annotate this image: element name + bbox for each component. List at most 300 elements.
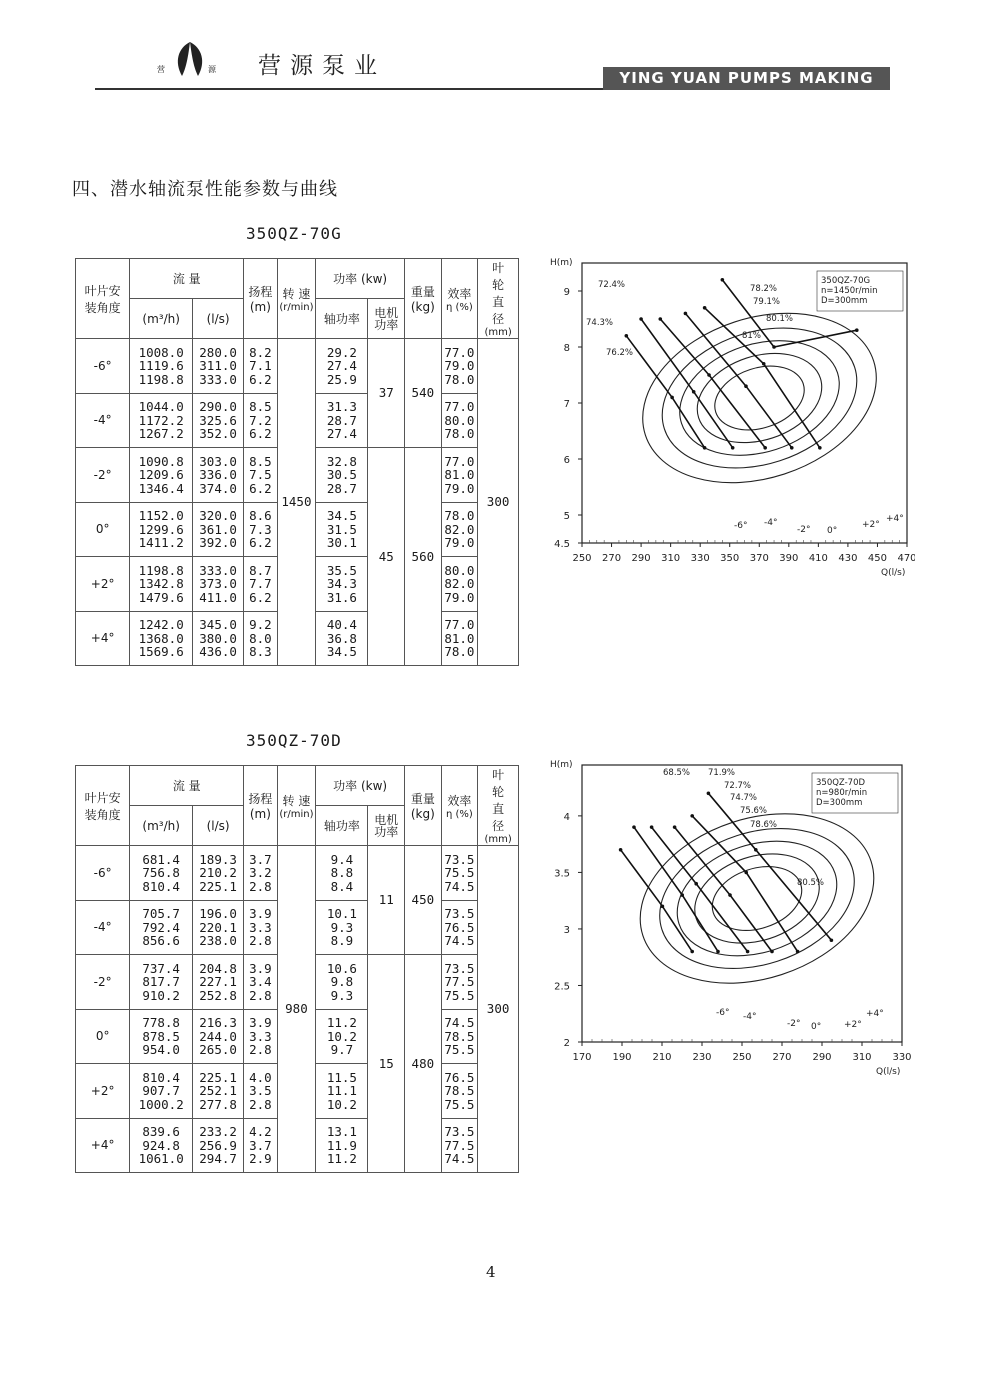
speed-cell: 1450	[277, 339, 316, 666]
efficiency-label: 71.9%	[708, 768, 736, 778]
angle-cell: -4°	[76, 900, 130, 955]
value: 31.3	[326, 399, 357, 414]
value: 36.8	[326, 630, 357, 646]
info-line: D=300mm	[821, 296, 868, 306]
value: 244.0	[199, 1028, 237, 1044]
value: 1198.8	[138, 371, 184, 387]
data-point	[728, 893, 732, 897]
efficiency-label: 76.2%	[606, 348, 634, 358]
value: 9.8	[330, 974, 354, 989]
flow-ls-cell	[192, 846, 243, 901]
data-point	[670, 396, 674, 400]
value: 8.7	[249, 562, 272, 578]
efficiency-contour	[621, 285, 899, 511]
header-impeller	[478, 259, 519, 339]
value: 32.8	[326, 453, 357, 469]
value: 80.0	[444, 412, 475, 428]
data-point	[694, 882, 698, 886]
flow-m3h-cell	[130, 502, 193, 557]
efficiency-contour	[641, 805, 872, 992]
flow-m3h-cell	[130, 339, 193, 394]
value: 75.5	[444, 1096, 475, 1112]
flow-m3h-cell	[130, 955, 193, 1010]
header-impeller-unit: (mm)	[484, 834, 512, 845]
value: 1342.8	[138, 576, 184, 591]
value: 1368.0	[138, 630, 184, 646]
value: 277.8	[199, 1096, 237, 1112]
value: 233.2	[199, 1124, 237, 1139]
value: 74.5	[444, 933, 475, 948]
efficiency-cell	[441, 900, 478, 955]
head-cell	[244, 1118, 277, 1173]
value: 436.0	[199, 644, 237, 659]
value: 8.3	[249, 644, 272, 659]
x-tick-label: 450	[867, 553, 888, 564]
value: 238.0	[199, 933, 237, 948]
value: 256.9	[199, 1137, 237, 1153]
shaft-power-cell	[316, 502, 368, 557]
x-tick-label: 170	[572, 1052, 592, 1063]
flow-m3h-cell	[130, 1064, 193, 1119]
header-efficiency	[441, 766, 478, 846]
value: 373.0	[199, 576, 237, 591]
header-speed	[277, 766, 316, 846]
impeller-cell: 300	[478, 339, 519, 666]
efficiency-cell	[441, 1118, 478, 1173]
header-weight	[405, 766, 442, 846]
efficiency-cell	[441, 557, 478, 612]
value: 6.2	[249, 480, 272, 496]
angle-label: -6°	[716, 1008, 730, 1018]
angle-label: -4°	[743, 1012, 757, 1022]
header-flow-ls: (l/s)	[192, 806, 243, 846]
value: 210.2	[199, 865, 237, 880]
value: 79.0	[444, 589, 475, 605]
value: 910.2	[142, 987, 180, 1003]
flow-m3h-cell	[130, 900, 193, 955]
angle-label: +4°	[866, 1009, 884, 1019]
x-tick-label: 290	[812, 1052, 832, 1063]
header-head-unit: (m)	[249, 300, 271, 314]
value: 82.0	[444, 521, 475, 537]
section-title: 四、潜水轴流泵性能参数与曲线	[72, 179, 338, 200]
hq-curve-+4deg	[708, 793, 831, 940]
data-point	[680, 893, 684, 897]
value: 4.2	[249, 1124, 272, 1139]
value: 35.5	[326, 562, 357, 578]
value: 77.0	[444, 399, 475, 414]
value: 3.2	[249, 865, 272, 880]
value: 1242.0	[138, 617, 184, 632]
value: 28.7	[326, 412, 357, 428]
value: 756.8	[142, 865, 180, 880]
value: 34.5	[326, 644, 357, 659]
value: 411.0	[199, 589, 237, 605]
value: 79.0	[444, 358, 475, 373]
weight-cell: 450	[405, 846, 442, 955]
angle-label: -2°	[787, 1019, 801, 1029]
value: 6.2	[249, 371, 272, 387]
value: 27.4	[326, 426, 357, 441]
angle-label: +2°	[844, 1020, 862, 1030]
header-weight	[405, 259, 442, 339]
header-speed-label: 转 速	[282, 793, 311, 808]
efficiency-contour	[683, 839, 831, 958]
header-weight-unit: (kg)	[410, 300, 435, 314]
efficiency-label: 75.6%	[740, 806, 768, 816]
value: 78.0	[444, 371, 475, 387]
value: 11.2	[326, 1015, 357, 1030]
value: 9.7	[330, 1042, 354, 1057]
company-logo	[160, 38, 220, 82]
value: 361.0	[199, 521, 237, 537]
value: 225.1	[199, 878, 237, 894]
data-point	[684, 312, 688, 316]
table-row	[76, 339, 519, 394]
performance-table-70g	[75, 258, 519, 666]
head-cell	[244, 846, 277, 901]
x-tick-label: 330	[892, 1052, 912, 1063]
value: 6.2	[249, 535, 272, 550]
header-flow-m3h: (m³/h)	[130, 299, 193, 339]
value: 220.1	[199, 919, 237, 935]
angle-cell: +4°	[76, 1118, 130, 1173]
data-point	[639, 317, 643, 321]
value: 74.5	[444, 1151, 475, 1166]
efficiency-label: 74.3%	[586, 318, 614, 328]
value: 13.1	[326, 1124, 357, 1139]
flow-m3h-cell	[130, 557, 193, 612]
motor-power-cell: 37	[368, 339, 405, 448]
value: 7.5	[249, 467, 272, 482]
value: 792.4	[142, 919, 180, 935]
efficiency-contour	[665, 321, 854, 474]
x-axis-label: Q(l/s)	[876, 1067, 901, 1077]
header-flow: 流 量	[130, 766, 244, 806]
value: 78.5	[444, 1028, 475, 1044]
data-point	[619, 848, 623, 852]
value: 1090.8	[138, 453, 184, 469]
header-impeller-label: 叶轮直径	[492, 261, 505, 326]
value: 778.8	[142, 1015, 180, 1030]
value: 78.0	[444, 508, 475, 523]
header-head-label: 扬程	[248, 285, 273, 299]
header-speed-label: 转 速	[282, 286, 311, 301]
value: 78.0	[444, 426, 475, 441]
efficiency-contour	[706, 355, 812, 440]
y-tick-label: 3	[563, 924, 570, 936]
weight-cell: 480	[405, 955, 442, 1173]
value: 2.9	[249, 1151, 272, 1166]
flow-ls-cell	[192, 611, 243, 666]
value: 77.5	[444, 974, 475, 989]
y-tick-label: 5	[563, 511, 570, 522]
value: 7.1	[249, 358, 272, 373]
shaft-power-cell	[316, 448, 368, 503]
shaft-power-cell	[316, 846, 368, 901]
value: 30.5	[326, 467, 357, 482]
performance-table-70d	[75, 765, 519, 1173]
performance-chart-70d	[550, 757, 915, 1096]
value: 325.6	[199, 412, 237, 428]
value: 265.0	[199, 1042, 237, 1057]
y-tick-label: 3.5	[554, 868, 570, 880]
value: 333.0	[199, 371, 237, 387]
value: 82.0	[444, 576, 475, 591]
header-flow-m3h: (m³/h)	[130, 806, 193, 846]
value: 345.0	[199, 617, 237, 632]
value: 7.2	[249, 412, 272, 428]
value: 303.0	[199, 453, 237, 469]
value: 1172.2	[138, 412, 184, 428]
value: 27.4	[326, 358, 357, 373]
data-point	[796, 950, 800, 954]
value: 280.0	[199, 344, 237, 360]
value: 81.0	[444, 630, 475, 646]
value: 3.5	[249, 1083, 272, 1098]
shaft-power-cell	[316, 1009, 368, 1064]
flow-ls-cell	[192, 900, 243, 955]
value: 856.6	[142, 933, 180, 948]
header-weight-label: 重量	[410, 285, 435, 299]
value: 1209.6	[138, 467, 184, 482]
shaft-power-cell	[316, 611, 368, 666]
head-cell	[244, 502, 277, 557]
value: 1152.0	[138, 508, 184, 523]
weight-cell: 540	[405, 339, 442, 448]
value: 3.4	[249, 974, 272, 989]
flow-ls-cell	[192, 1118, 243, 1173]
header-power: 功率 (kw)	[316, 259, 405, 299]
efficiency-cell	[441, 502, 478, 557]
efficiency-cell	[441, 1064, 478, 1119]
value: 954.0	[142, 1042, 180, 1057]
head-cell	[244, 611, 277, 666]
header-motor-power: 电机功率	[368, 299, 405, 339]
x-tick-label: 350	[720, 553, 740, 564]
info-line: 350QZ-70G	[821, 276, 871, 286]
value: 1061.0	[138, 1151, 184, 1166]
value: 29.2	[326, 344, 357, 360]
angle-cell: -6°	[76, 339, 130, 394]
x-tick-label: 290	[631, 553, 651, 564]
angle-cell: +2°	[76, 1064, 130, 1119]
data-point	[754, 848, 758, 852]
data-point	[690, 814, 694, 818]
value: 11.5	[326, 1069, 357, 1085]
flow-m3h-cell	[130, 611, 193, 666]
head-cell	[244, 955, 277, 1010]
value: 9.3	[330, 987, 354, 1003]
value: 79.0	[444, 480, 475, 496]
motor-power-cell: 45	[368, 448, 405, 666]
shaft-power-cell	[316, 1118, 368, 1173]
flow-ls-cell	[192, 502, 243, 557]
value: 77.0	[444, 453, 475, 469]
y-tick-label: 9	[563, 287, 570, 298]
angle-cell: -2°	[76, 448, 130, 503]
company-name: 营源泵业	[258, 53, 386, 79]
value: 3.3	[249, 1028, 272, 1044]
efficiency-label: 74.7%	[730, 793, 758, 803]
header-impeller-label: 叶轮直径	[492, 768, 505, 833]
x-tick-label: 270	[772, 1052, 792, 1063]
value: 76.5	[444, 919, 475, 935]
impeller-cell: 300	[478, 846, 519, 1173]
hq-curve--4deg	[641, 319, 733, 448]
value: 2.8	[249, 987, 272, 1003]
data-point	[855, 328, 859, 332]
angle-label: 0°	[827, 526, 838, 536]
header-weight-label: 重量	[410, 792, 435, 806]
flow-ls-cell	[192, 393, 243, 448]
header-efficiency-unit: η (%)	[445, 808, 473, 820]
x-tick-label: 250	[572, 553, 592, 564]
value: 78.0	[444, 644, 475, 659]
value: 204.8	[199, 960, 237, 976]
x-tick-label: 390	[779, 553, 799, 564]
value: 290.0	[199, 399, 237, 414]
value: 1299.6	[138, 521, 184, 537]
header-head-unit: (m)	[249, 807, 271, 821]
header-efficiency-label: 效率	[447, 286, 472, 301]
efficiency-label: 80.5%	[797, 878, 825, 888]
x-tick-label: 410	[808, 553, 828, 564]
flow-m3h-cell	[130, 393, 193, 448]
head-cell	[244, 393, 277, 448]
value: 8.5	[249, 453, 272, 469]
header-head	[244, 766, 277, 846]
efficiency-label: 81%	[742, 331, 761, 341]
efficiency-cell	[441, 1009, 478, 1064]
data-point	[632, 825, 636, 829]
x-tick-label: 330	[690, 553, 710, 564]
shaft-power-cell	[316, 557, 368, 612]
y-axis-label: H(m)	[550, 258, 573, 268]
value: 924.8	[142, 1137, 180, 1153]
value: 10.1	[326, 906, 357, 921]
value: 73.5	[444, 960, 475, 976]
data-point	[772, 345, 776, 349]
logo-left-text: 营	[157, 65, 165, 74]
value: 7.3	[249, 521, 272, 537]
shaft-power-cell	[316, 393, 368, 448]
value: 878.5	[142, 1028, 180, 1044]
angle-label: -4°	[764, 518, 778, 528]
shaft-power-cell	[316, 900, 368, 955]
header-weight-unit: (kg)	[410, 807, 435, 821]
x-tick-label: 210	[652, 1052, 672, 1063]
header-efficiency	[441, 259, 478, 339]
value: 3.3	[249, 919, 272, 935]
x-tick-label: 310	[661, 553, 681, 564]
data-point	[673, 825, 677, 829]
header-efficiency-label: 效率	[447, 793, 472, 808]
data-point	[763, 446, 767, 450]
value: 74.5	[444, 878, 475, 894]
value: 8.6	[249, 508, 272, 523]
value: 73.5	[444, 906, 475, 921]
value: 31.5	[326, 521, 357, 537]
y-tick-label: 2	[563, 1038, 570, 1049]
data-point	[746, 950, 750, 954]
value: 11.9	[326, 1137, 357, 1153]
efficiency-cell	[441, 611, 478, 666]
header-head-label: 扬程	[248, 792, 273, 806]
value: 2.8	[249, 933, 272, 948]
header-head	[244, 259, 277, 339]
x-tick-label: 270	[601, 553, 622, 564]
data-point	[703, 306, 707, 310]
performance-chart-70g	[550, 255, 915, 589]
value: 74.5	[444, 1015, 475, 1030]
value: 810.4	[142, 878, 180, 894]
value: 311.0	[199, 358, 237, 373]
x-axis-label: Q(l/s)	[881, 568, 906, 578]
value: 30.1	[326, 535, 357, 550]
value: 77.0	[444, 617, 475, 632]
value: 1008.0	[138, 344, 184, 360]
header-impeller-unit: (mm)	[484, 327, 512, 338]
value: 73.5	[444, 1124, 475, 1139]
value: 374.0	[199, 480, 237, 496]
value: 9.3	[330, 919, 354, 935]
efficiency-cell	[441, 339, 478, 394]
value: 8.2	[249, 344, 272, 360]
y-tick-label: 4.5	[554, 539, 570, 550]
value: 73.5	[444, 851, 475, 867]
flow-m3h-cell	[130, 846, 193, 901]
value: 10.2	[326, 1028, 357, 1044]
value: 8.0	[249, 630, 272, 646]
value: 392.0	[199, 535, 237, 550]
flow-m3h-cell	[130, 448, 193, 503]
value: 31.6	[326, 589, 357, 605]
value: 2.8	[249, 1096, 272, 1112]
model-title-70d: 350QZ-70D	[246, 731, 342, 750]
angle-cell: -2°	[76, 955, 130, 1010]
value: 2.8	[249, 1042, 272, 1057]
header-efficiency-unit: η (%)	[445, 301, 473, 313]
value: 11.1	[326, 1083, 357, 1098]
value: 77.0	[444, 344, 475, 360]
data-point	[818, 446, 822, 450]
value: 333.0	[199, 562, 237, 578]
value: 10.2	[326, 1096, 357, 1112]
data-point	[650, 825, 654, 829]
value: 196.0	[199, 906, 237, 921]
data-point	[661, 905, 665, 909]
value: 3.9	[249, 906, 272, 921]
value: 1479.6	[138, 589, 184, 605]
header-speed-unit: (r/min)	[279, 808, 314, 820]
flow-ls-cell	[192, 557, 243, 612]
weight-cell: 560	[405, 448, 442, 666]
angle-cell: +2°	[76, 557, 130, 612]
shaft-power-cell	[316, 339, 368, 394]
value: 80.0	[444, 562, 475, 578]
value: 1198.8	[138, 562, 184, 578]
flow-ls-cell	[192, 1064, 243, 1119]
value: 10.6	[326, 960, 357, 976]
value: 6.2	[249, 426, 272, 441]
value: 1000.2	[138, 1096, 184, 1112]
efficiency-label: 78.6%	[750, 820, 778, 830]
info-line: 350QZ-70D	[816, 778, 866, 788]
value: 227.1	[199, 974, 237, 989]
flow-ls-cell	[192, 1009, 243, 1064]
y-tick-label: 6	[563, 455, 570, 466]
